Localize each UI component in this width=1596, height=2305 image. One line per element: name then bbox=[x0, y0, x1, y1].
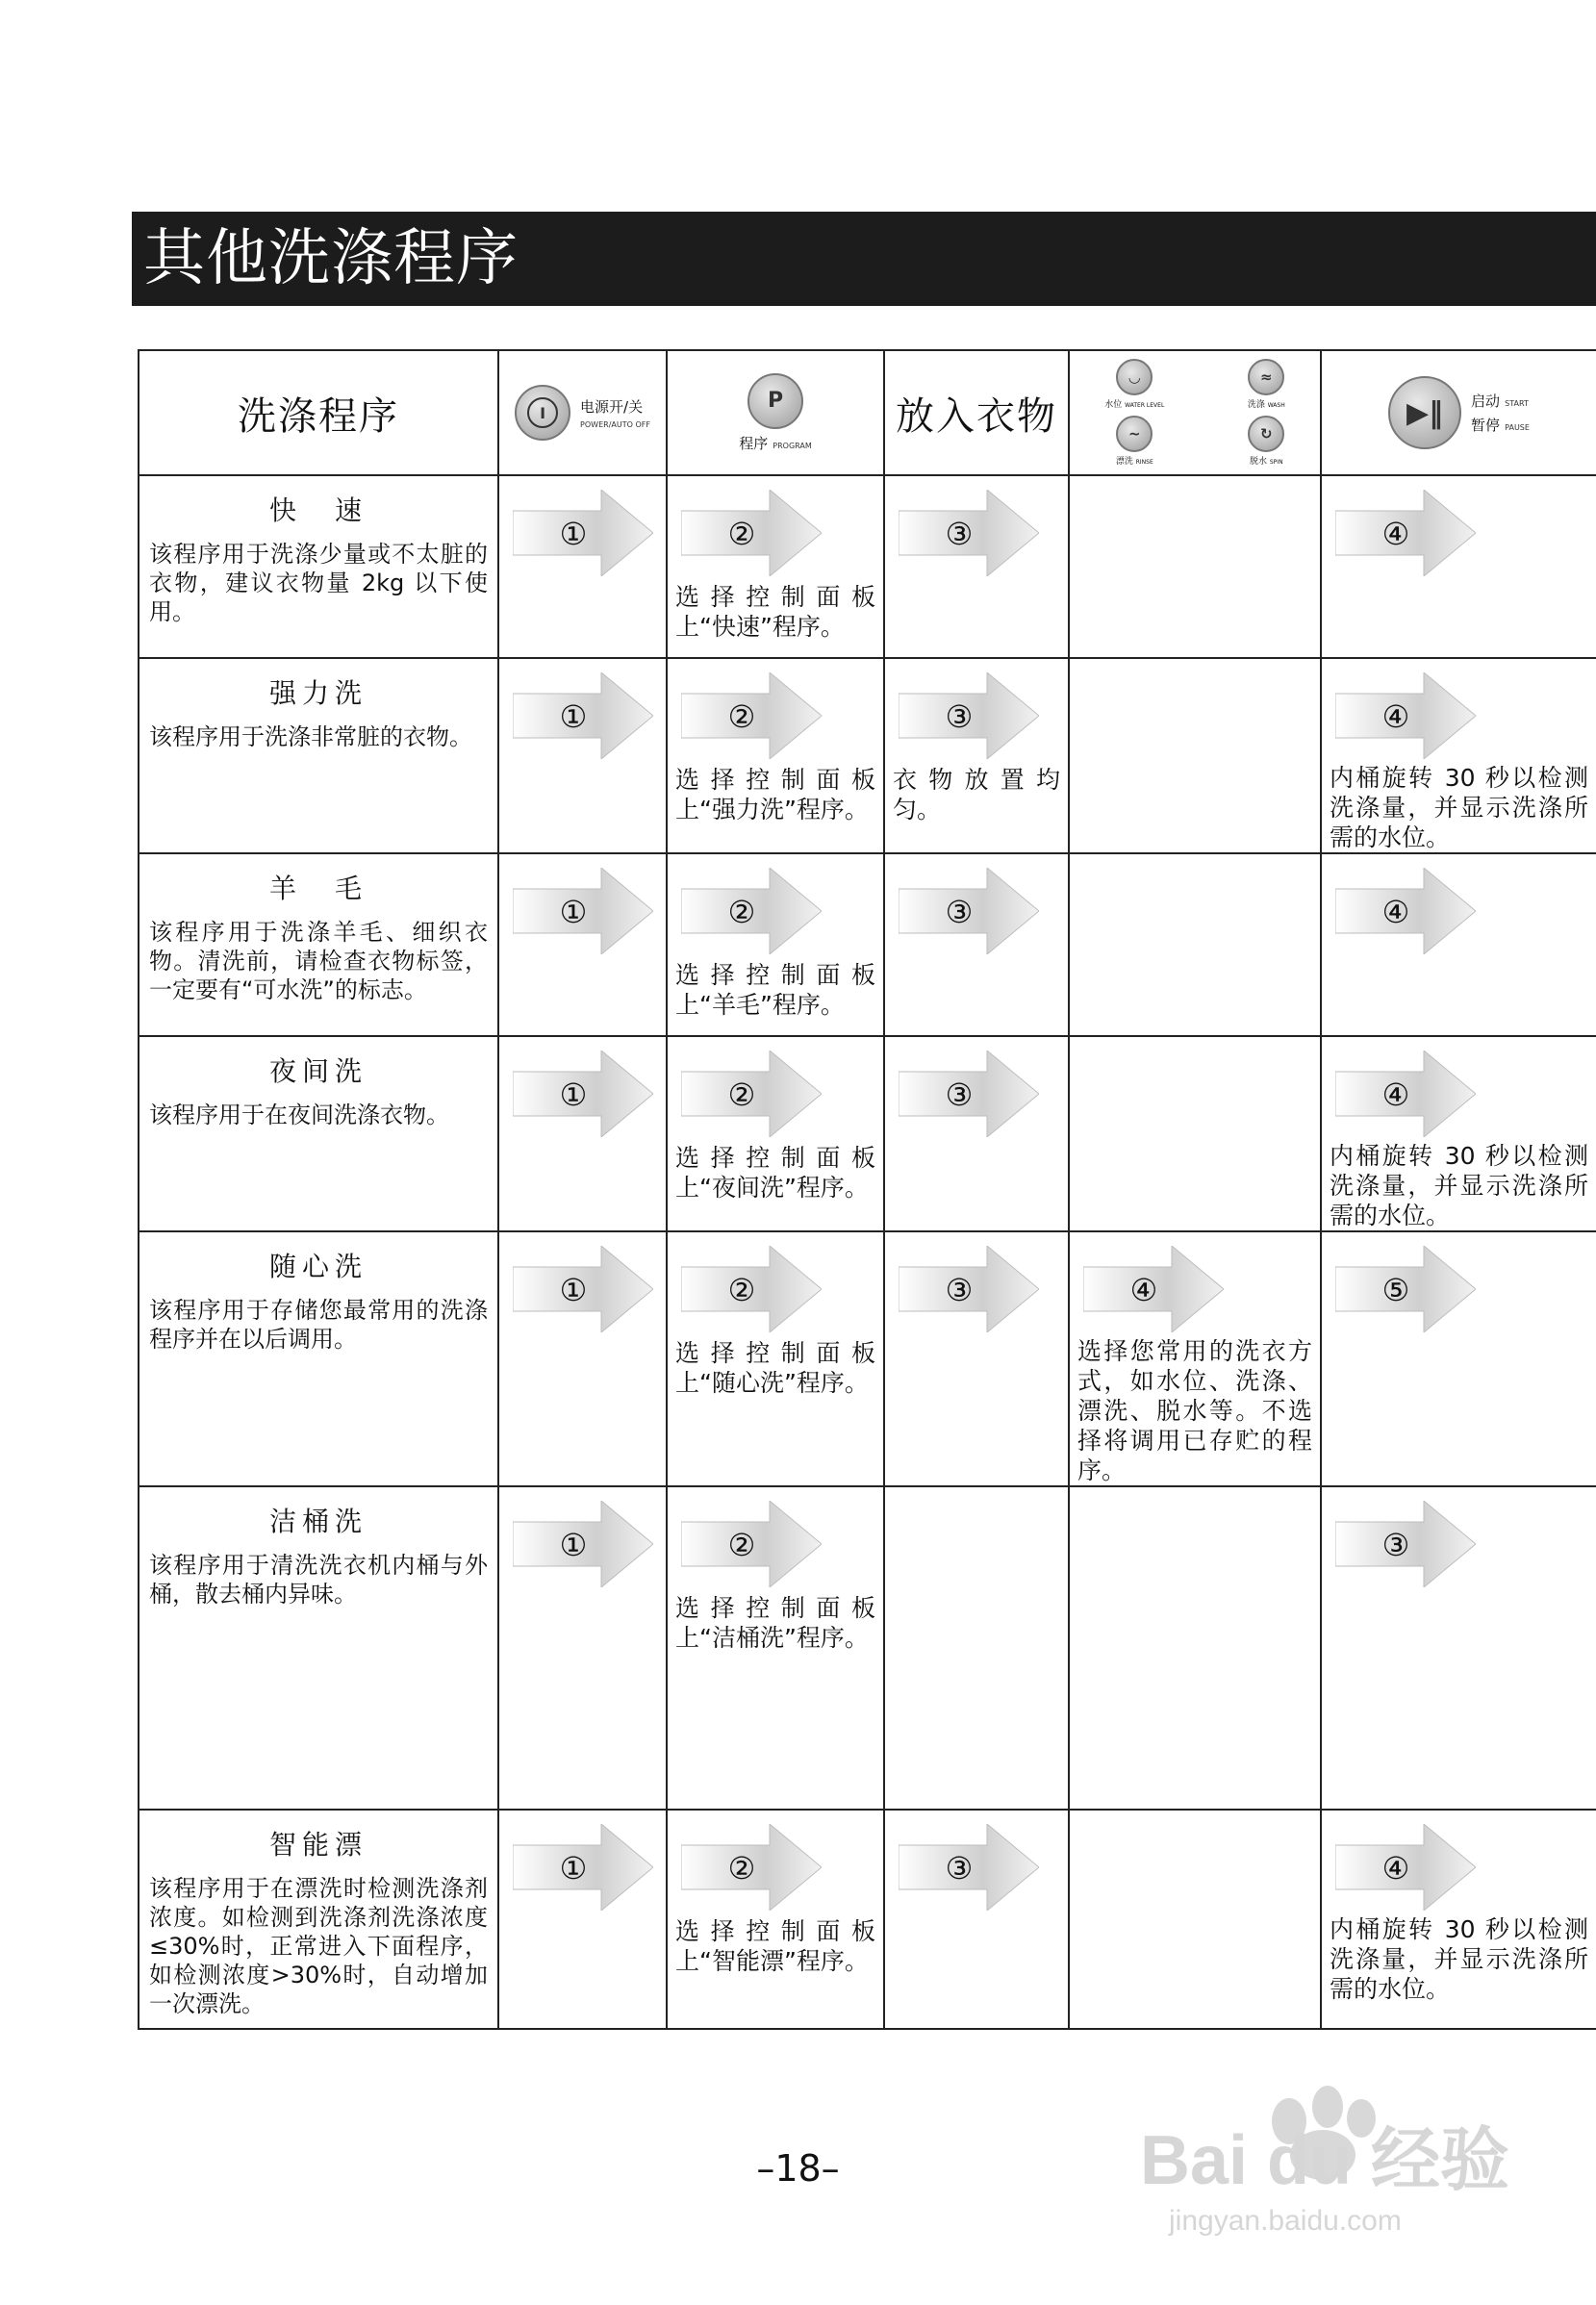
svg-text:①: ① bbox=[559, 516, 588, 552]
program-cell bbox=[139, 853, 498, 1036]
step-arrow-icon bbox=[1335, 868, 1476, 954]
step-text: 选择控制面板上“夜间洗”程序。 bbox=[675, 1144, 875, 1202]
step-text: 选择控制面板上“随心洗”程序。 bbox=[675, 1339, 875, 1397]
step-cell-c2 bbox=[667, 1231, 884, 1486]
step-cell-c2 bbox=[667, 475, 884, 658]
svg-text:③: ③ bbox=[945, 894, 974, 930]
svg-text:①: ① bbox=[559, 894, 588, 930]
step-cell-c1 bbox=[498, 1810, 667, 2029]
step-cell-c1 bbox=[498, 658, 667, 853]
step-arrow-icon bbox=[1335, 490, 1476, 576]
program-cell bbox=[139, 1810, 498, 2029]
header-power: I 电源开/关 POWER/AUTO OFF bbox=[498, 350, 667, 475]
step-text: 内桶旋转 30 秒以检测洗涤量，并显示洗涤所需的水位。 bbox=[1330, 1142, 1588, 1229]
step-cell-c3 bbox=[884, 1036, 1069, 1231]
step-cell-c5 bbox=[1321, 1486, 1596, 1810]
svg-text:①: ① bbox=[559, 698, 588, 735]
svg-text:④: ④ bbox=[1381, 1850, 1410, 1887]
program-name: 快 速 bbox=[268, 494, 367, 526]
step-text: 选择控制面板上“智能漂”程序。 bbox=[675, 1917, 875, 1975]
program-row bbox=[139, 853, 1596, 1036]
step-cell-c5 bbox=[1321, 1036, 1596, 1231]
program-row bbox=[139, 1486, 1596, 1810]
step-cell-c1 bbox=[498, 475, 667, 658]
step-arrow-icon bbox=[899, 672, 1039, 759]
step-arrow-icon bbox=[513, 868, 653, 954]
step-arrow-icon bbox=[899, 1246, 1039, 1332]
svg-text:③: ③ bbox=[945, 1272, 974, 1308]
svg-text:②: ② bbox=[727, 1527, 756, 1563]
svg-text:①: ① bbox=[559, 1527, 588, 1563]
header-row bbox=[139, 350, 1596, 475]
step-arrow-icon bbox=[899, 1824, 1039, 1911]
baidu-watermark bbox=[1130, 2068, 1515, 2242]
program-desc: 该程序用于清洗洗衣机内桶与外桶，散去桶内异味。 bbox=[149, 1552, 488, 1608]
program-icon: P bbox=[747, 373, 803, 429]
program-row bbox=[139, 1810, 1596, 2029]
svg-text:⑤: ⑤ bbox=[1381, 1272, 1410, 1308]
svg-text:④: ④ bbox=[1129, 1272, 1158, 1308]
svg-text:③: ③ bbox=[945, 1850, 974, 1887]
step-arrow-icon bbox=[681, 1246, 822, 1332]
step-text: 衣物放置均匀。 bbox=[893, 766, 1060, 823]
program-row bbox=[139, 475, 1596, 658]
step-cell-c1 bbox=[498, 1486, 667, 1810]
program-cell bbox=[139, 1231, 498, 1486]
program-cell bbox=[139, 1486, 498, 1810]
program-desc: 该程序用于在漂洗时检测洗涤剂浓度。如检测到洗涤剂洗涤浓度≤30%时，正常进入下面程序，如检测浓度>30%时，自动增加一次漂洗。 bbox=[149, 1875, 488, 2017]
step-arrow-icon bbox=[513, 1501, 653, 1587]
step-cell-c4 bbox=[1069, 1810, 1321, 2029]
step-cell-c4 bbox=[1069, 658, 1321, 853]
step-cell-c2 bbox=[667, 1810, 884, 2029]
step-arrow-icon bbox=[513, 1051, 653, 1137]
program-name: 羊 毛 bbox=[268, 873, 367, 904]
program-name: 随心洗 bbox=[268, 1251, 367, 1282]
program-desc: 该程序用于在夜间洗涤衣物。 bbox=[149, 1102, 449, 1128]
step-text: 选择控制面板上“快速”程序。 bbox=[675, 583, 875, 641]
step-cell-c3 bbox=[884, 1810, 1069, 2029]
svg-text:③: ③ bbox=[945, 1077, 974, 1113]
program-name: 夜间洗 bbox=[268, 1055, 367, 1087]
step-arrow-icon bbox=[1335, 1246, 1476, 1332]
step-arrow-icon bbox=[1335, 1501, 1476, 1587]
program-name: 强力洗 bbox=[268, 677, 367, 709]
svg-text:④: ④ bbox=[1381, 1077, 1410, 1113]
spin-icon: ↻ bbox=[1248, 416, 1284, 452]
svg-text:③: ③ bbox=[945, 698, 974, 735]
svg-text:③: ③ bbox=[945, 516, 974, 552]
step-text: 内桶旋转 30 秒以检测洗涤量，并显示洗涤所需的水位。 bbox=[1330, 1915, 1588, 2003]
step-cell-c4 bbox=[1069, 1036, 1321, 1231]
step-arrow-icon bbox=[513, 1824, 653, 1911]
svg-text:②: ② bbox=[727, 516, 756, 552]
step-cell-c3 bbox=[884, 658, 1069, 853]
svg-text:④: ④ bbox=[1381, 698, 1410, 735]
water-level-icon: ◡ bbox=[1116, 359, 1153, 395]
step-cell-c5 bbox=[1321, 1810, 1596, 2029]
header-program-button: P 程序 PROGRAM bbox=[667, 350, 884, 475]
step-cell-c5 bbox=[1321, 853, 1596, 1036]
step-arrow-icon bbox=[681, 672, 822, 759]
step-text: 选择控制面板上“洁桶洗”程序。 bbox=[675, 1594, 875, 1652]
step-arrow-icon bbox=[899, 490, 1039, 576]
step-arrow-icon bbox=[681, 1824, 822, 1911]
step-arrow-icon bbox=[899, 868, 1039, 954]
svg-text:②: ② bbox=[727, 1272, 756, 1308]
step-cell-c3 bbox=[884, 475, 1069, 658]
svg-text:②: ② bbox=[727, 1077, 756, 1113]
step-arrow-icon bbox=[681, 868, 822, 954]
step-arrow-icon bbox=[513, 490, 653, 576]
program-desc: 该程序用于洗涤非常脏的衣物。 bbox=[149, 723, 472, 750]
step-arrow-icon bbox=[513, 672, 653, 759]
step-cell-c4 bbox=[1069, 1231, 1321, 1486]
step-cell-c2 bbox=[667, 1036, 884, 1231]
step-cell-c3 bbox=[884, 853, 1069, 1036]
step-arrow-icon bbox=[1083, 1246, 1224, 1332]
step-arrow-icon bbox=[681, 1051, 822, 1137]
start-pause-icon: ▶‖ bbox=[1388, 376, 1461, 449]
program-desc: 该程序用于洗涤羊毛、细织衣物。清洗前，请检查衣物标签，一定要有“可水洗”的标志。 bbox=[149, 919, 488, 1003]
program-cell bbox=[139, 475, 498, 658]
program-row bbox=[139, 1036, 1596, 1231]
program-name: 洁桶洗 bbox=[268, 1506, 367, 1537]
step-text: 选择控制面板上“羊毛”程序。 bbox=[675, 961, 875, 1019]
page-number: –18– bbox=[756, 2147, 840, 2190]
step-cell-c1 bbox=[498, 853, 667, 1036]
svg-text:②: ② bbox=[727, 894, 756, 930]
rinse-icon: ~ bbox=[1116, 416, 1153, 452]
step-cell-c5 bbox=[1321, 658, 1596, 853]
step-text: 选择您常用的洗衣方式，如水位、洗涤、漂洗、脱水等。不选择将调用已存贮的程序。 bbox=[1077, 1337, 1312, 1484]
step-arrow-icon bbox=[1335, 1051, 1476, 1137]
step-cell-c1 bbox=[498, 1036, 667, 1231]
step-cell-c2 bbox=[667, 658, 884, 853]
step-arrow-icon bbox=[681, 490, 822, 576]
program-cell bbox=[139, 658, 498, 853]
svg-text:①: ① bbox=[559, 1272, 588, 1308]
svg-text:③: ③ bbox=[1381, 1527, 1410, 1563]
header-start-pause: ▶‖ 启动 START 暂停 PAUSE bbox=[1321, 350, 1596, 475]
step-cell-c4 bbox=[1069, 1486, 1321, 1810]
watermark-url: jingyan.baidu.com bbox=[1169, 2205, 1402, 2237]
program-row bbox=[139, 658, 1596, 853]
program-cell bbox=[139, 1036, 498, 1231]
svg-text:②: ② bbox=[727, 698, 756, 735]
step-arrow-icon bbox=[513, 1246, 653, 1332]
svg-text:①: ① bbox=[559, 1850, 588, 1887]
watermark-brand: Bai du 经验 bbox=[1140, 2122, 1510, 2199]
step-arrow-icon bbox=[899, 1051, 1039, 1137]
program-desc: 该程序用于存储您最常用的洗涤程序并在以后调用。 bbox=[149, 1297, 488, 1353]
step-cell-c1 bbox=[498, 1231, 667, 1486]
header-options: ◡ 水位 WATER LEVEL ≈ 洗涤 WASH ~ 漂洗 RINSE ↻ 脱水 SPIN bbox=[1069, 350, 1321, 475]
svg-text:④: ④ bbox=[1381, 516, 1410, 552]
wash-icon: ≈ bbox=[1248, 359, 1284, 395]
step-arrow-icon bbox=[1335, 1824, 1476, 1911]
step-cell-c3 bbox=[884, 1486, 1069, 1810]
program-name: 智能漂 bbox=[268, 1829, 367, 1861]
header-load: 放入衣物 bbox=[884, 350, 1069, 475]
step-cell-c2 bbox=[667, 1486, 884, 1810]
power-icon: I bbox=[515, 385, 570, 441]
svg-text:④: ④ bbox=[1381, 894, 1410, 930]
program-table bbox=[138, 349, 1596, 2030]
step-cell-c3 bbox=[884, 1231, 1069, 1486]
page-title: 其他洗涤程序 bbox=[132, 212, 1596, 306]
step-cell-c5 bbox=[1321, 475, 1596, 658]
program-row bbox=[139, 1231, 1596, 1486]
step-text: 选择控制面板上“强力洗”程序。 bbox=[675, 766, 875, 823]
header-program: 洗涤程序 bbox=[139, 350, 498, 475]
step-cell-c4 bbox=[1069, 853, 1321, 1036]
step-text: 内桶旋转 30 秒以检测洗涤量，并显示洗涤所需的水位。 bbox=[1330, 764, 1588, 851]
step-cell-c2 bbox=[667, 853, 884, 1036]
step-arrow-icon bbox=[681, 1501, 822, 1587]
svg-text:②: ② bbox=[727, 1850, 756, 1887]
step-arrow-icon bbox=[1335, 672, 1476, 759]
step-cell-c5 bbox=[1321, 1231, 1596, 1486]
step-cell-c4 bbox=[1069, 475, 1321, 658]
program-desc: 该程序用于洗涤少量或不太脏的衣物，建议衣物量 2kg 以下使用。 bbox=[149, 541, 488, 625]
svg-text:①: ① bbox=[559, 1077, 588, 1113]
